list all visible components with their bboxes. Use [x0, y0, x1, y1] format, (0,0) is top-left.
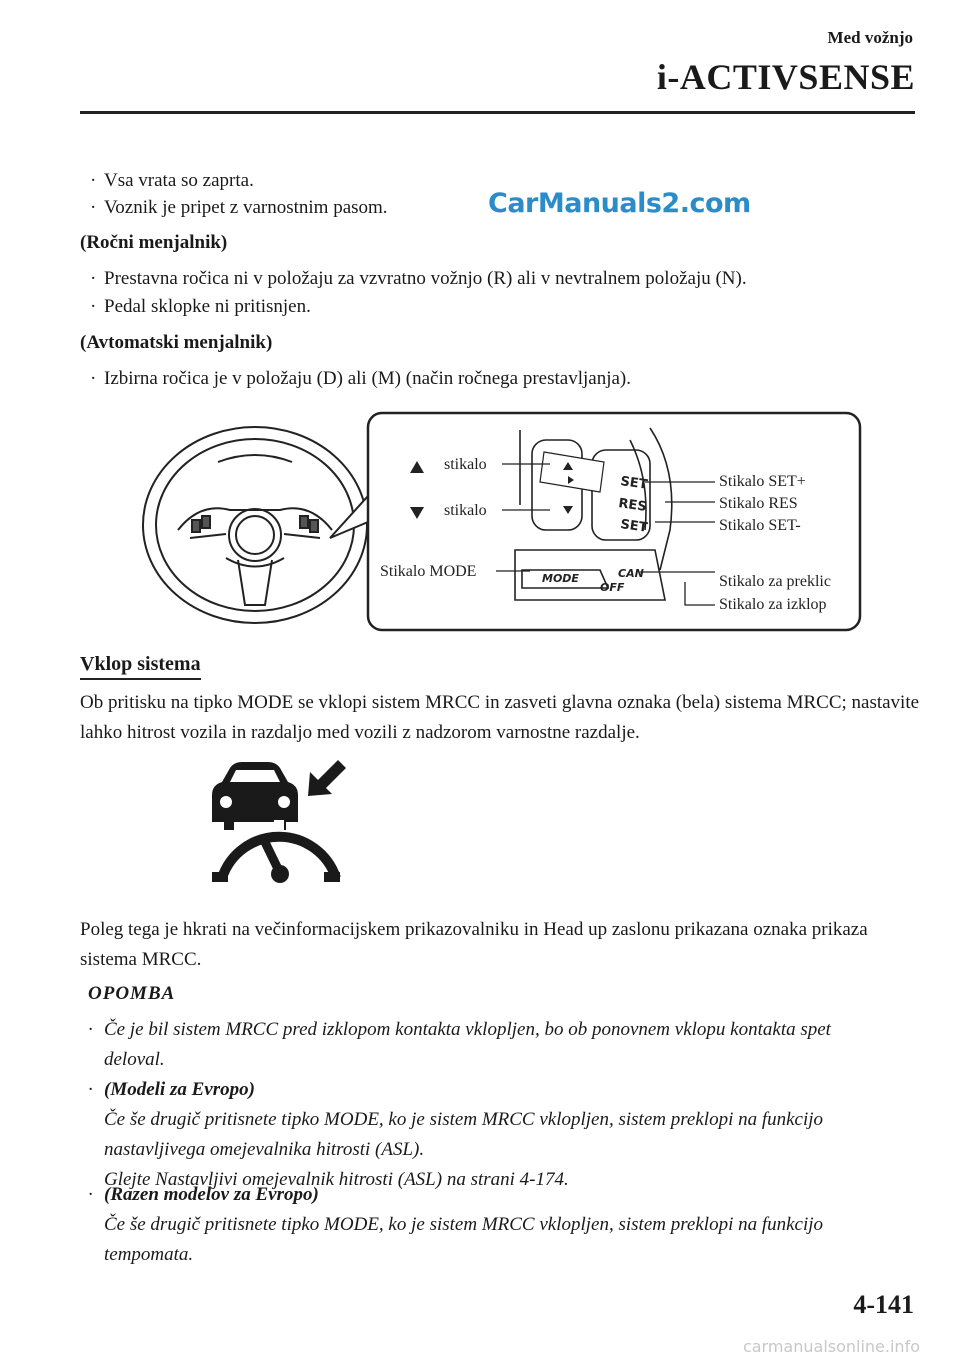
- set-plus-label: Stikalo SET+: [719, 473, 806, 490]
- list-item: · Voznik je pripet z varnostnim pasom.: [80, 193, 388, 223]
- activation-paragraph-2: Poleg tega je hkrati na večinformacijskem prikazovalniku in Head up zaslonu prikazana oznaka prikaza sistema MRCC.: [80, 919, 868, 970]
- note-item: · Če je bil sistem MRCC pred izklopom kontakta vklopljen, bo ob ponovnem vklopu kontakta spet deloval.: [88, 1015, 888, 1075]
- btn-set-plus-text: SET: [619, 474, 649, 493]
- mode-switch-label: Stikalo MODE: [380, 563, 477, 580]
- up-switch-label: stikalo: [444, 456, 487, 473]
- btn-res-text: RES: [617, 496, 648, 515]
- page-number: 4-141: [853, 1290, 914, 1319]
- note-item: · (Modeli za Evropo) Če še drugič pritisnete tipko MODE, ko je sistem MRCC vklopljen, sistem preklopi na funkcijo nastavljivega omejevalnika hitrosti (ASL). Glejte Nastavljivi omejevalnik hitrosti (ASL) na strani 4-174.: [88, 1075, 888, 1195]
- btn-can-text: CAN: [618, 567, 644, 580]
- bullet-icon: ·: [88, 1184, 93, 1205]
- bullet-icon: ·: [90, 368, 97, 389]
- note-title: OPOMBA: [88, 983, 176, 1004]
- bullet-icon: ·: [88, 1019, 93, 1040]
- list-item: · Pedal sklopke ni pritisnjen.: [80, 292, 311, 322]
- section-title: Vklop sistema: [80, 653, 201, 680]
- down-switch-label: stikalo: [444, 502, 487, 519]
- chapter-title: i-ACTIVSENSE: [656, 57, 915, 97]
- cancel-switch-label: Stikalo za preklic: [719, 573, 831, 590]
- btn-mode-text: MODE: [542, 572, 579, 585]
- watermark: CarManuals2.com: [488, 188, 751, 219]
- note-item: · (Razen modelov za Evropo) Če še drugič pritisnete tipko MODE, ko je sistem MRCC vklopljen, sistem preklopi na funkcijo tempomata.: [88, 1180, 888, 1270]
- mrcc-indicator-icon: [200, 760, 355, 885]
- list-item: · Izbirna ročica je v položaju (D) ali (M) (način ročnega prestavljanja).: [80, 364, 631, 394]
- bullet-icon: ·: [90, 268, 97, 289]
- footer-watermark: carmanualsonline.info: [742, 1337, 920, 1356]
- section-name: Med vožnjo: [827, 28, 913, 47]
- list-item: · Prestavna ročica ni v položaju za vzvratno vožnjo (R) ali v nevtralnem položaju (N).: [80, 264, 747, 294]
- btn-off-text: OFF: [600, 581, 625, 594]
- res-label: Stikalo RES: [719, 495, 798, 512]
- activation-paragraph: Ob pritisku na tipko MODE se vklopi sistem MRCC in zasveti glavna oznaka (bela) sistema MRCC; nastavite lahko hitrost vozila in razdaljo med vozili z nadzorom varnostne razdalje.: [80, 692, 920, 743]
- automatic-heading: (Avtomatski menjalnik): [80, 332, 273, 353]
- steering-wheel-icon: [143, 427, 367, 623]
- bullet-icon: ·: [90, 197, 97, 218]
- manual-heading: (Ročni menjalnik): [80, 232, 228, 253]
- callout-pointer: [330, 496, 368, 538]
- set-minus-label: Stikalo SET-: [719, 517, 801, 534]
- off-switch-label: Stikalo za izklop: [719, 596, 827, 613]
- btn-set-minus-text: SET: [619, 517, 649, 536]
- bullet-icon: ·: [90, 296, 97, 317]
- list-item: · Vsa vrata so zaprta.: [80, 166, 254, 196]
- bullet-icon: ·: [88, 1079, 93, 1100]
- bullet-icon: ·: [90, 170, 97, 191]
- header-rule: [80, 111, 915, 114]
